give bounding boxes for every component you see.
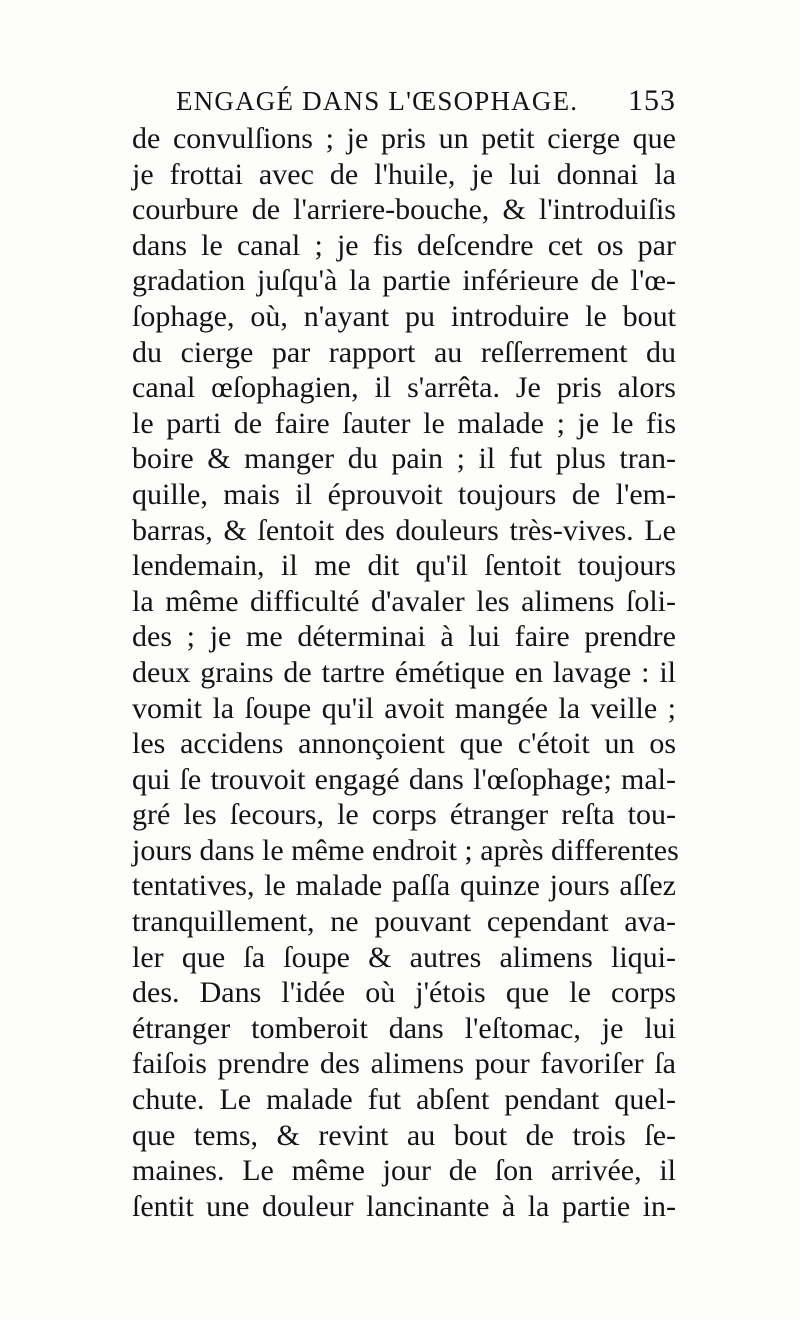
text-line: je frottai avec de l'huile, je lui donnai la [132,157,676,191]
text-line: dans le canal ; je fis deſcendre cet os par [132,228,676,262]
text-line: que tems, & revint au bout de trois ſe- [132,1118,676,1152]
text-line: chute. Le malade fut abſent pendant quel- [132,1083,676,1117]
text-line: de convulſions ; je pris un petit cierge que [132,122,676,155]
text-line: ſentit une douleur lancinante à la partie in- [132,1189,676,1223]
text-line: le parti de faire ſauter le malade ; je le fis [132,406,676,440]
text-line: courbure de l'arriere-bouche, & l'introduiſis [132,193,676,227]
page-number: 153 [628,84,676,117]
text-line: des ; je me déterminai à lui faire prendre [132,620,676,654]
text-line: ler que ſa ſoupe & autres alimens liqui- [132,940,676,974]
text-line: deux grains de tartre émétique en lavage : il [132,655,676,689]
text-line: vomit la ſoupe qu'il avoit mangée la veille ; [132,691,676,725]
text-line: barras, & ſentoit des douleurs très-vives. Le [132,513,676,547]
text-line: maines. Le même jour de ſon arrivée, il [132,1154,676,1188]
text-line: tentatives, le malade paſſa quinze jours aſſez [132,869,676,903]
text-line: jours dans le même endroit ; après differentes [132,833,679,867]
text-line: faiſois prendre des alimens pour favoriſer ſa [132,1047,676,1081]
running-title: ENGAGÉ DANS L'ŒSOPHAGE. [176,86,579,116]
text-line: quille, mais il éprouvoit toujours de l'em- [132,477,676,511]
text-line: lendemain, il me dit qu'il ſentoit toujours [132,549,676,583]
text-line: les accidens annonçoient que c'étoit un os [132,727,676,761]
text-line: ſophage, où, n'ayant pu introduire le bout [132,299,676,333]
text-line: étranger tomberoit dans l'eſtomac, je lui [132,1011,676,1045]
text-line: canal œſophagien, il s'arrêta. Je pris alors [132,371,676,405]
text-line: gré les ſecours, le corps étranger reſta tou- [132,798,676,832]
text-line: la même difficulté d'avaler les alimens ſoli- [132,584,676,618]
body-text [132,121,679,1224]
text-line: gradation juſqu'à la partie inférieure de l'œ- [132,264,676,298]
text-line: des. Dans l'idée où j'étois que le corps [132,976,676,1010]
text-line: du cierge par rapport au reſſerrement du [132,335,676,369]
text-line: tranquillement, ne pouvant cependant ava- [132,905,676,939]
text-line: qui ſe trouvoit engagé dans l'œſophage; mal- [132,762,676,796]
running-head [176,82,676,120]
text-line: boire & manger du pain ; il fut plus tran- [132,442,676,476]
